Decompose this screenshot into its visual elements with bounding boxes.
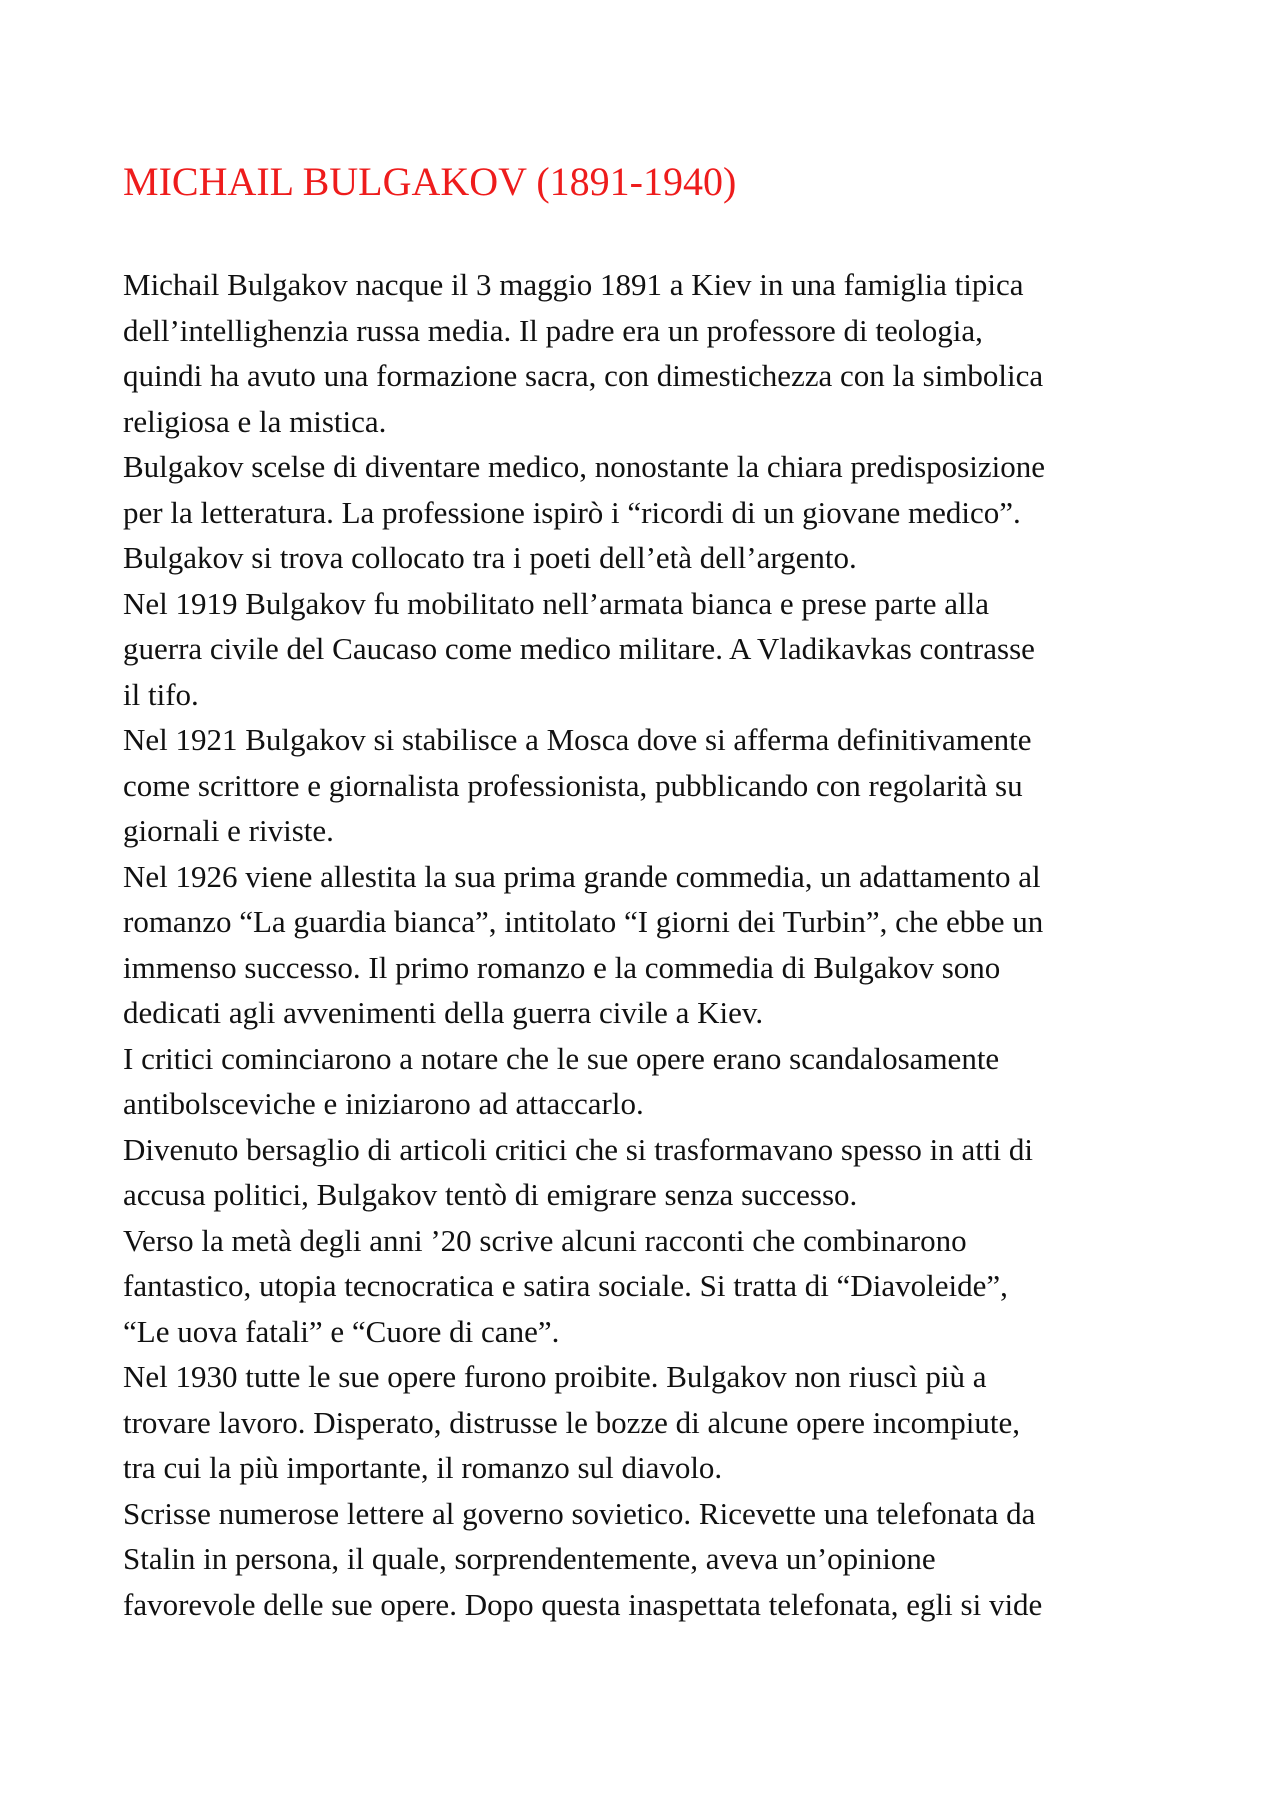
text-line: Divenuto bersaglio di articoli critici che si trasformavano spesso in atti di (123, 1131, 1033, 1167)
text-line: il tifo. (123, 676, 199, 712)
text-line: dell’intellighenzia russa media. Il padre era un professore di teologia, (123, 312, 983, 348)
text-line: Bulgakov scelse di diventare medico, nonostante la chiara predisposizione (123, 449, 1045, 484)
text-line: Verso la metà degli anni ’20 scrive alcuni racconti che combinarono (123, 1222, 967, 1258)
page-title: MICHAIL BULGAKOV (1891-1940) (123, 159, 737, 204)
text-line: Scrisse numerose lettere al governo sovietico. Ricevette una telefonata da (123, 1495, 1036, 1531)
body-text (123, 262, 1183, 1627)
text-line: “Le uova fatali” e “Cuore di cane”. (123, 1313, 560, 1349)
text-line: romanzo “La guardia bianca”, intitolato “I giorni dei Turbin”, che ebbe un (123, 904, 1044, 939)
text-line: Stalin in persona, il quale, sorprendentemente, aveva un’opinione (123, 1541, 936, 1576)
text-line: trovare lavoro. Disperato, distrusse le bozze di alcune opere incompiute, (123, 1404, 1020, 1440)
text-line: Bulgakov si trova collocato tra i poeti dell’età dell’argento. (123, 540, 857, 575)
text-line: antibolsceviche e iniziarono ad attaccarlo. (123, 1086, 644, 1121)
text-line: Nel 1930 tutte le sue opere furono proibite. Bulgakov non riuscì più a (123, 1359, 987, 1394)
text-line: religiosa e la mistica. (123, 403, 387, 439)
text-line: Nel 1921 Bulgakov si stabilisce a Mosca dove si afferma definitivamente (123, 722, 1032, 757)
text-line: fantastico, utopia tecnocratica e satira sociale. Si tratta di “Diavoleide”, (123, 1268, 1008, 1303)
text-line: favorevole delle sue opere. Dopo questa inaspettata telefonata, egli si vide (123, 1586, 1043, 1622)
text-line: come scrittore e giornalista professionista, pubblicando con regolarità su (123, 767, 1023, 803)
text-line: accusa politici, Bulgakov tentò di emigrare senza successo. (123, 1177, 858, 1212)
text-line: guerra civile del Caucaso come medico militare. A Vladikavkas contrasse (123, 631, 1035, 666)
text-line: quindi ha avuto una formazione sacra, con dimestichezza con la simbolica (123, 358, 1044, 393)
text-line: Michail Bulgakov nacque il 3 maggio 1891 a Kiev in una famiglia tipica (123, 267, 1024, 302)
text-line: Nel 1919 Bulgakov fu mobilitato nell’armata bianca e prese parte alla (123, 585, 989, 621)
text-line: tra cui la più importante, il romanzo sul diavolo. (123, 1450, 723, 1485)
text-line: Nel 1926 viene allestita la sua prima grande commedia, un adattamento al (123, 858, 1041, 894)
text-line: per la letteratura. La professione ispirò i “ricordi di un giovane medico”. (123, 494, 1021, 530)
text-line: immenso successo. Il primo romanzo e la commedia di Bulgakov sono (123, 949, 1001, 985)
text-line: giornali e riviste. (123, 813, 334, 848)
text-line: dedicati agli avvenimenti della guerra civile a Kiev. (123, 995, 764, 1030)
text-line: I critici cominciarono a notare che le sue opere erano scandalosamente (123, 1040, 1000, 1076)
